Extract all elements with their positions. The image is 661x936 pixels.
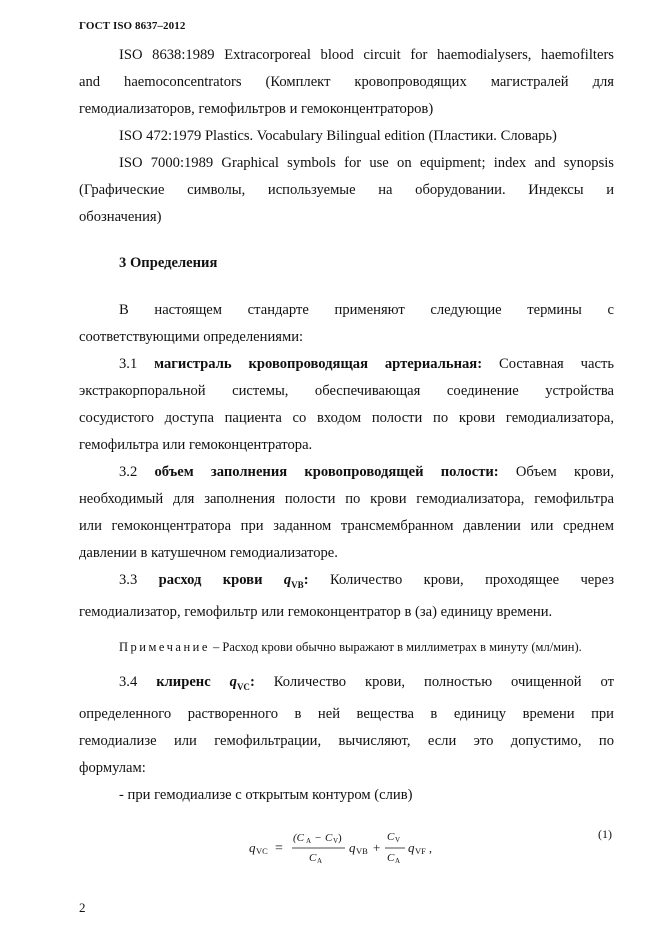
reference-iso-7000-cont: (Графические символы, используемые на оборудовании. Индексы и [79,182,614,198]
definition-3-3-line2: гемодиализатор, гемофильтр или гемоконцентратор в (за) единицу времени. [79,603,553,620]
formula-num1: (C [293,831,304,844]
definition-3-3: 3.3 расход крови $q_{VB}$: Количество крови, проходящее через [119,572,614,590]
definition-3-1: 3.1 магистраль кровопроводящая артериальная: Составная часть [119,356,615,372]
reference-iso-7000: ISO 7000:1989 Graphical symbols for use on equipment; index and synopsis [119,155,614,171]
definition-term: объем заполнения кровопроводящей полости: [154,464,499,480]
definition-3-1-line4: гемофильтра или гемоконцентратора. [79,437,313,453]
page-header: ГОСТ ISO 8637–2012 [79,20,186,32]
section-intro: В настоящем стандарте применяют следующие термины с [119,302,614,318]
equation-number: (1) [598,826,612,841]
definition-3-4-line2: определенного растворенного в ней вещества в единицу времени при [79,705,614,722]
bullet-open-circuit: - при гемодиализе с открытым контуром (слив) [119,786,413,803]
page-number: 2 [79,900,86,915]
formula-den2-sub: A [395,856,401,865]
formula-lhs: q [249,839,256,855]
definition-3-2-line3: или гемоконцентратора при заданном трансмембранном давлении или среднем [79,518,614,534]
page-content [79,42,614,881]
note: Примечание – Расход крови обычно выражают в миллиметрах в минуту (мл/мин). [119,639,582,654]
formula-den1: C [309,851,317,864]
definition-term: расход крови [158,572,263,588]
formula-num2-sub: V [395,835,401,844]
definition-3-2: 3.2 объем заполнения кровопроводящей полости: Объем крови, [119,464,614,480]
formula-num1-close: ) [338,831,342,844]
reference-iso-8638-cont: and haemoconcentrators (Комплект кровопроводящих магистралей для [79,74,614,90]
formula-1 [249,821,529,875]
formula-num2: C [387,830,395,843]
definition-3-4-line4: формулам: [79,759,146,776]
formula-end-sub: VF [415,845,426,856]
formula-mid-q: q [349,839,356,855]
formula-block [79,819,614,881]
definition-3-1-line2: экстракорпоральной системы, обеспечивающая соединение устройства [79,383,614,399]
formula-mid-sub: VB [356,845,368,856]
formula-end-q: q [408,839,415,855]
section-intro-cont: соответствующими определениями: [79,329,304,345]
section-heading: 3 Определения [119,255,218,271]
note-label: Примечание [119,639,210,654]
formula-den2: C [387,851,395,864]
definition-3-1-line3: сосудистого доступа пациента со входом полости по крови гемодиализатора, [79,410,614,426]
definition-3-2-line4: давлении в катушечном гемодиализаторе. [79,545,338,561]
formula-den1-sub: A [317,856,323,865]
reference-iso-8638: ISO 8638:1989 Extracorporeal blood circuit for haemodialysers, haemofilters [119,47,614,63]
definition-term: магистраль кровопроводящая артериальная: [154,356,483,372]
definition-3-2-line2: необходимый для заполнения полости по крови гемодиализатора, гемофильтра [79,491,614,507]
formula-num1-sub-v: V [333,836,339,845]
reference-iso-8638-end: гемодиализаторов, гемофильтров и гемоконцентраторов) [79,101,434,117]
symbol-q: q [283,572,292,588]
formula-num1-c2: C [325,831,333,844]
formula-end-punct: , [429,840,432,855]
formula-minus: − [315,831,322,844]
formula-lhs-sub: VC [256,845,268,856]
symbol-q: q [229,673,237,690]
reference-iso-472: ISO 472:1979 Plastics. Vocabulary Bilingual edition (Пластики. Словарь) [119,128,557,144]
definition-term: клиренс [156,673,211,690]
reference-iso-7000-end: обозначения) [79,209,162,225]
definition-3-4-line3: гемодиализе или гемофильтрации, вычисляют, если это допустимо, по [79,732,614,749]
formula-plus: + [373,839,381,855]
formula-num1-sub-a: A [306,836,312,845]
formula-equals: = [275,840,283,856]
definition-3-4: 3.4 клиренс $q_{VC}$: Количество крови, полностью очищенной от [119,673,614,692]
